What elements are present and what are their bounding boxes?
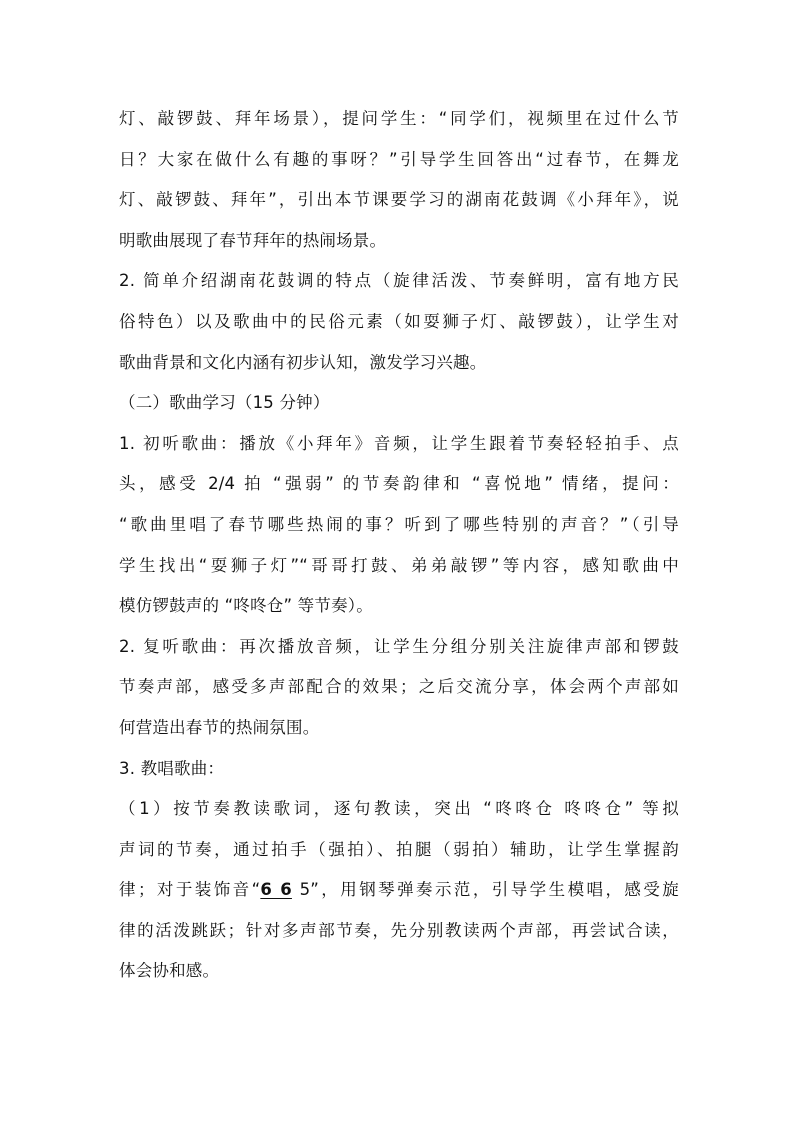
text-line: 头，感受 2/4 拍 “强弱” 的节奏韵律和 “喜悦地” 情绪，提问： [119, 474, 679, 494]
text-line: （1）按节奏教读歌词，逐句教读，突出 “咚咚仓 咚咚仓” 等拟 [119, 799, 679, 819]
text-line: 节奏声部，感受多声部配合的效果；之后交流分享，体会两个声部如 [119, 677, 679, 697]
text-line: 俗特色）以及歌曲中的民俗元素（如耍狮子灯、敲锣鼓），让学生对 [119, 311, 679, 331]
text-line: 灯、敲锣鼓、拜年场景），提问学生：“同学们，视频里在过什么节 [119, 109, 679, 128]
text-line: 灯、敲锣鼓、拜年”，引出本节课要学习的湖南花鼓调《小拜年》，说 [119, 190, 679, 210]
text-line: “歌曲里唱了春节哪些热闹的事？听到了哪些特别的声音？”（引导 [119, 514, 679, 534]
text-line: 律的活泼跳跃；针对多声部节奏，先分别教读两个声部，再尝试合读， [119, 920, 679, 940]
text-line: 1. 初听歌曲：播放《小拜年》音频，让学生跟着节奏轻轻拍手、点 [119, 433, 679, 453]
text-line: 歌曲背景和文化内涵有初步认知，激发学习兴趣。 [119, 352, 487, 372]
text-line: 何营造出春节的热闹氛围。 [119, 717, 320, 737]
text-line: 学生找出“耍狮子灯”“哥哥打鼓、弟弟敲锣”等内容，感知歌曲中 [119, 555, 679, 575]
text-segment: 律；对于装饰音“ [119, 880, 261, 900]
text-line-with-notation [119, 870, 679, 911]
text-line: 日？大家在做什么有趣的事呀？”引导学生回答出“过春节，在舞龙 [119, 149, 679, 169]
section-heading: （二）歌曲学习（15 分钟） [119, 393, 330, 413]
document-body [119, 99, 679, 992]
text-line: 体会协和感。 [119, 961, 220, 981]
text-segment: 5”，用钢琴弹奏示范，引导学生模唱，感受旋 [291, 880, 679, 900]
text-line: 明歌曲展现了春节拜年的热闹场景。 [119, 230, 387, 250]
text-line: 2. 简单介绍湖南花鼓调的特点（旋律活泼、节奏鲜明，富有地方民 [119, 271, 679, 291]
text-line: 模仿锣鼓声的 “咚咚仓” 等节奏）。 [119, 596, 373, 616]
text-line: 2. 复听歌曲：再次播放音频，让学生分组分别关注旋律声部和锣鼓 [119, 636, 679, 656]
underlined-notes: 6 6 [260, 880, 292, 900]
text-line: 声词的节奏，通过拍手（强拍）、拍腿（弱拍）辅助，让学生掌握韵 [119, 839, 679, 859]
text-line: 3. 教唱歌曲： [119, 758, 225, 778]
